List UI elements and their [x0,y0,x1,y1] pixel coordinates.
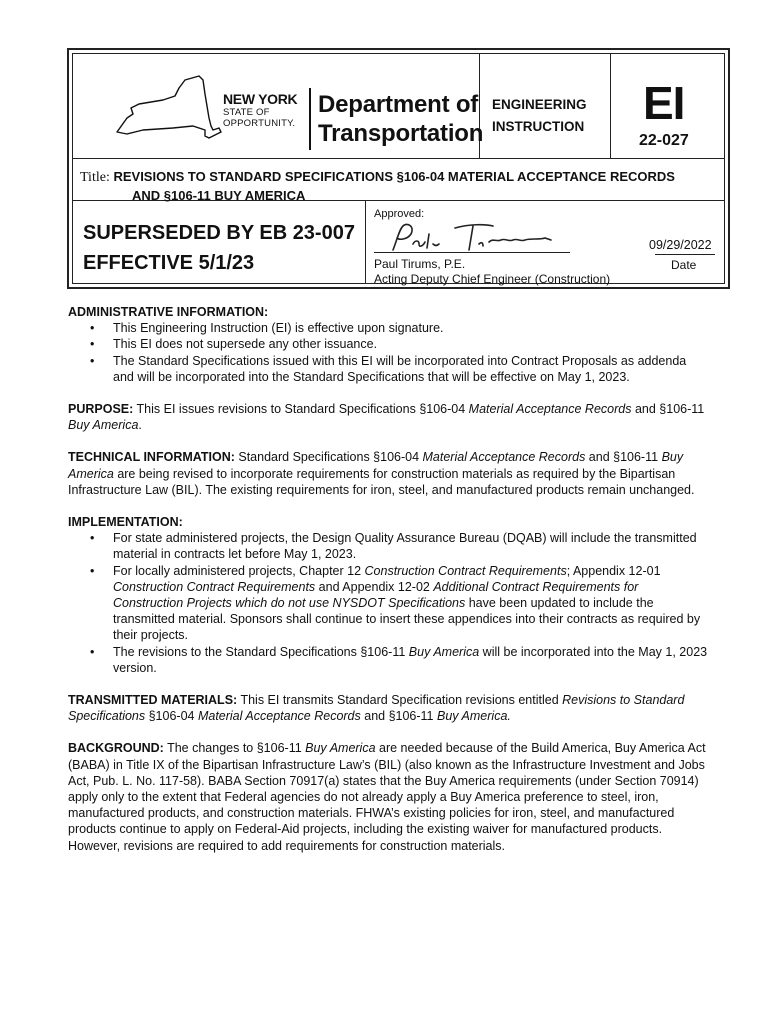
technical-section [68,449,708,498]
date-label: Date [671,258,697,272]
document-body [68,304,708,870]
section-heading: PURPOSE: [68,402,134,417]
text: This EI transmits Standard Specification revisions entitled [237,693,563,708]
divider [610,54,611,158]
signature-image [389,220,559,254]
italic-text: Buy America. [437,709,511,724]
text: For locally administered projects, Chapter 12 [113,563,365,578]
section-heading: TRANSMITTED MATERIALS: [68,693,238,708]
signature-line [374,252,570,253]
title-line: AND §106-11 BUY AMERICA [132,188,306,203]
document-type-line: INSTRUCTION [492,119,585,134]
italic-text: Construction Contract Requirements [364,563,567,578]
background-section [68,740,708,853]
bullet-item: • This EI does not supersede any other issuance. [68,336,708,352]
text: §106-04 [145,709,198,724]
approval-date: 09/29/2022 [649,238,712,252]
ny-state-wordmark [223,92,297,129]
header-inner-frame [72,53,725,284]
superseded-line: SUPERSEDED BY EB 23-007 [83,222,355,244]
nys-dot-logo [113,66,493,166]
ny-brand-line: NEW YORK [223,91,298,107]
italic-text: Buy America [305,741,376,756]
superseded-notice [83,218,355,278]
transmitted-section [68,692,708,724]
text: and Appendix 12-02 [315,579,434,594]
purpose-section [68,401,708,433]
section-heading: TECHNICAL INFORMATION: [68,450,235,465]
text: are needed because of the Build America, Buy America Act (BABA) in Title IX of the Bipartisan Infrastructure Law’s (BIL) (also known as the Infrastructure Investment and Jobs Act, Pub. L. No. 117-58). BABA Section 70917(a) states that the Buy America requirements (under Section 70914) apply only to the extent that Federal agencies do not already apply a Buy America preference to steel, iron, manufactured products, and construction materials. FHWA’s existing policies for iron, steel, and manufactured products continue to apply on Federal-Aid projects, including the existing waiver for manufactured products. However, revisions are required to add requirements for construction materials. [68,741,706,853]
department-line: Department of [318,91,479,118]
paragraph [68,692,708,724]
italic-text: Material Acceptance Records [197,709,361,724]
text: and §106-11 [585,450,662,465]
bullet-item [68,563,708,644]
text: ; Appendix 12-01 [566,563,661,578]
new-york-state-map-icon [113,74,223,144]
document-type [492,94,587,138]
bullet-item: • For state administered projects, the Design Quality Assurance Bureau (DQAB) will include the transmitted material in contracts let before May 1, 2023. [68,530,708,562]
paragraph [68,401,708,433]
text: Standard Specifications §106-04 [234,450,423,465]
document-title [80,168,675,205]
text: This EI issues revisions to Standard Specifications §106-04 [133,402,469,417]
text: The changes to §106-11 [163,741,306,756]
signer-title: Acting Deputy Chief Engineer (Construction) [374,272,611,286]
text: The revisions to the Standard Specifications §106-11 [113,644,409,659]
text: and §106-11 [360,709,437,724]
section-heading: ADMINISTRATIVE INFORMATION: [68,305,269,319]
section-heading: IMPLEMENTATION: [68,515,183,530]
italic-text: Material Acceptance Records [468,402,632,417]
department-line: Transportation [318,120,484,147]
department-name [318,90,483,148]
paragraph [68,449,708,498]
signer-name: Paul Tirums, P.E. [374,257,466,271]
bullet-item [68,644,708,676]
superseded-line: EFFECTIVE 5/1/23 [83,252,255,274]
text: have been updated to include the transmitted material. Sponsors shall continue to insert these appendices into their contracts as required by their projects. [113,596,701,643]
ei-code: EI [643,77,685,129]
implementation-section [68,514,708,676]
approved-label: Approved: [374,208,425,220]
title-label: Title: [80,170,110,185]
italic-text: Additional Contract Requirements for Construction Projects which do not use NYSDOT Specifications [113,579,639,611]
section-heading: BACKGROUND: [68,741,164,756]
bullet-item: • This Engineering Instruction (EI) is effective upon signature. [68,320,708,336]
document-type-line: ENGINEERING [492,97,587,112]
italic-text: Buy America [408,644,480,659]
paragraph [68,740,708,853]
italic-text: Buy America [68,450,684,481]
text: . [138,418,142,433]
ny-brand-line: OPPORTUNITY. [223,118,296,129]
ei-number: 22-027 [639,132,689,149]
date-line [655,254,715,255]
italic-text: Material Acceptance Records [422,450,586,465]
header-box [67,48,730,289]
signer-block [374,257,610,287]
logo-divider [309,88,311,150]
italic-text: Buy America [68,418,139,433]
ny-brand-line: STATE OF [223,107,270,118]
italic-text: Construction Contract Requirements [113,579,316,594]
administrative-section [68,304,708,385]
title-line: REVISIONS TO STANDARD SPECIFICATIONS §106-04 MATERIAL ACCEPTANCE RECORDS [113,169,675,184]
text: will be incorporated into the May 1, 2023 version. [113,644,708,675]
bullet-item: • The Standard Specifications issued with this EI will be incorporated into Contract Proposals as addenda and will be incorporated into the Standard Specifications that will be effective on May 1, 2023. [68,353,708,385]
italic-text: Revisions to Standard Specifications [68,693,685,724]
text: and §106-11 [631,402,705,417]
divider [365,200,366,283]
text: are being revised to incorporate requirements for construction materials as required by the Bipartisan Infrastructure Law (BIL). The existing requirements for iron, steel, and manufactured products remain unchanged. [68,466,695,497]
